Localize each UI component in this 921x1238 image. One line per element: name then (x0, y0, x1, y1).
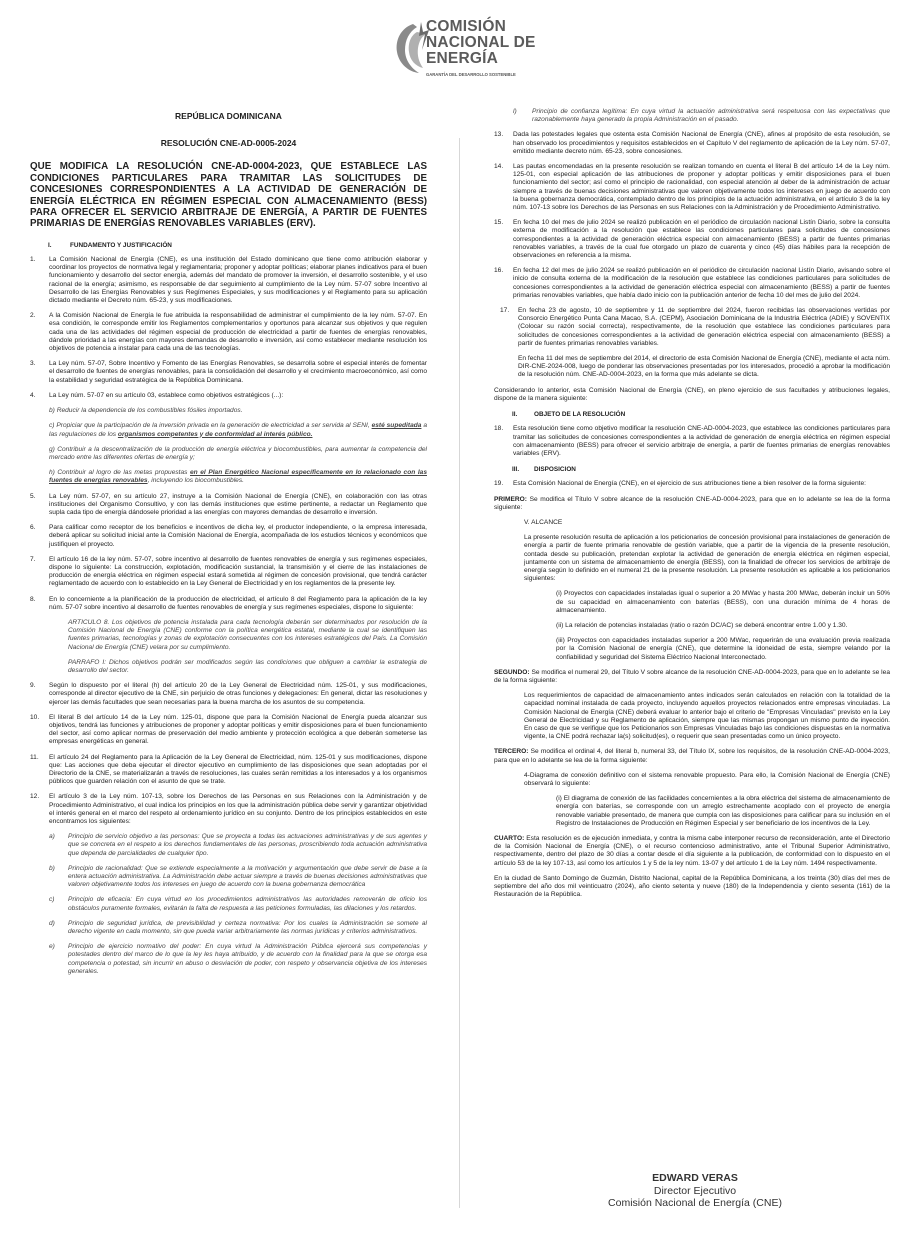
country-heading: REPÚBLICA DOMINICANA (175, 111, 282, 121)
logo-line-2: NACIONAL DE (426, 34, 536, 51)
tercero-text: 4-Diagrama de conexión definitivo con el sistema renovable propuesto. Para ello, la Comisión Nacional de Energía (CNE) observará lo siguiente: (524, 771, 890, 787)
cne-logo (393, 14, 543, 82)
tercero-item-i: (i) El diagrama de conexión de las facilidades concernientes a la obra eléctrica del sistema de almacenamiento de energía con baterías, se corresponde con un arreglo estrechamente acoplado con el proyecto de energía renovable variable presentado, de manera que cumpla con las disposiciones para calificar para su inclusión en el Registro de Instalaciones de Producción en Régimen Especial y ser beneficiario de los incentivos de la Ley. (556, 795, 890, 827)
quote-b: b) Reducir la dependencia de los combustibles fósiles importados. (49, 407, 243, 415)
right-column (494, 108, 890, 906)
principle-d: d) Principio de seguridad jurídica, de previsibilidad y certeza normativa: Por los cuales la Administración se somete al derecho vigente en cada momento, sin que pueda variar arbitrariamente las normas jurídicas y criterios administrativos. (49, 919, 427, 936)
paragraph-16: 16. En fecha 12 del mes de julio 2024 se realizó publicación en el periódico de circulación nacional Listín Diario, avisando sobre el inicio de consulta externa de la modificación de la resolución que establece las condiciones particulares para solicitudes de concesiones correspondientes a la actividad de generación eléctrica especial con almacenamiento (BESS) a partir de fuentes primarias renovables variables, que había dado inicio con la publicación anterior de fecha 10 del mes de julio del 2024. (494, 267, 890, 299)
paragraph-6: 6. Para calificar como receptor de los beneficios e incentivos de dicha ley, el productor independiente, o la empresa interesada, deberá aplicar su solicitud inicial ante la Comisión Nacional de Energía, acompañada de los estudios técnicos y económicos que justifiquen el proyecto. (30, 524, 427, 548)
paragraph-8: 8. En lo concerniente a la planificación de la producción de electricidad, el artículo 8 del Reglamento para la aplicación de la ley núm. 57-07 sobre incentivo al desarrollo de fuentes renovables de energía y sus regímenes especiales, dispone lo siguiente: (30, 595, 427, 611)
quote-h: h) Contribuir al logro de las metas propuestas en el Plan Energético Nacional específicamente en lo relacionado con las fuentes de energías renovables, incluyendo los biocombustibles. (49, 469, 427, 485)
signer-organization: Comisión Nacional de Energía (CNE) (608, 1197, 782, 1209)
paragraph-5: 5. La Ley núm. 57-07, en su artículo 27, instruye a la Comisión Nacional de Energía (CNE), en colaboración con las otras instituciones del Organismo Consultivo, y con las demás instituciones que estime pertinente, a redactar un Reglamento que supla cada tipo de energía dándosele prioridad a las energías con mayores demandas de desarrollo e inversión. (30, 492, 427, 516)
alcance-text: La presente resolución resulta de aplicación a los peticionarios de concesión provisional para instalaciones de generación de energía a partir de fuente primaria renovable de gestión variable, que a partir de la vigencia de la presente resolución, contada desde su publicación, pretendan explotar la actividad de generación de energía eléctrica en régimen especial, juntamente con un sistema de almacenamiento de energía (BESS), con la finalidad de ofrecer los servicios de arbitraje de energía según lo definido en el numeral 21 de la presente resolución. La presente resolución es aplicable a los peticionarios siguientes: (524, 534, 890, 583)
principle-c: c) Principio de eficacia: En cuya virtud en los procedimientos administrativos las autoridades removerán de oficio los obstáculos puramente formales, evitarán la falta de respuesta a las peticiones formuladas, las dilaciones y los retardos. (49, 896, 427, 912)
section-heading-3: III. DISPOSICION (512, 466, 576, 474)
paragraph-3: 3. La Ley núm. 57-07, Sobre Incentivo y Fomento de las Energías Renovables, se desarrolla sobre el especial interés de fomentar el desarrollo de fuentes de energías renovables, para la consolidación del desarrollo y el crecimiento macroeconómico, así como la estabilidad y seguridad estratégica de la República Dominicana. (30, 360, 427, 384)
paragraph-17: 17. En fecha 23 de agosto, 10 de septiembre y 11 de septiembre del 2024, fueron recibidas las observaciones vertidas por Consorcio Energético Punta Cana Macao, S.A. (CEPM), Asociación Dominicana de la Industria Eléctrica (ADIE) y SOVENTIX (Colocar su razón social correcta), respectivamente, de la resolución que establece las condiciones particulares para solicitudes de concesiones correspondientes a la actividad de generación eléctrica especial con almacenamiento (BESS) a partir de fuentes primarias renovables variables. (500, 307, 890, 347)
article-cuarto: CUARTO: Esta resolución es de ejecución inmediata, y contra la misma cabe interponer recurso de reconsideración, ante el Directorio de la Comisión Nacional de Energía (CNE), o el recurso contencioso administrativo, ante el Tribunal Superior Administrativo, respectivamente, dentro del plazo de 30 días a contar desde el día siguiente a la publicación, de conformidad con lo dispuesto en el artículo 53 de la ley 107-13, así como los artículos 1 y 5 de la ley núm. 13-07 y del artículo 1 de la Ley núm. 1494 respectivamente. (494, 835, 890, 867)
signer-role: Director Ejecutivo (653, 1184, 737, 1197)
paragraph-11: 11. El artículo 24 del Reglamento para la Aplicación de la Ley General de Electricidad, núm. 125-01 y sus modificaciones, dispone que: Las acciones que deba ejecutar el director ejecutivo en cumplimiento de las disposiciones que sean adoptadas por el Directorio de la CNE, se materializarán a través de resoluciones, las cuales serán remitidas a los interesados y a los organismos públicos que guarden relación con el asunto de que se trate. (30, 753, 427, 786)
requirement-iii: (iii) Proyectos con capacidades instaladas superior a 200 MWac, requerirán de una evaluación previa realizada por la Comisión Nacional de energía (CNE), que determine la idoneidad de esta, siempre velando por la confiabilidad y seguridad del Sistema Eléctrico Nacional Interconectado. (556, 637, 890, 661)
section-heading-2: II. OBJETO DE LA RESOLUCIÓN (512, 411, 626, 419)
signer-name: EDWARD VERAS (652, 1172, 738, 1184)
quote-g: g) Contribuir a la descentralización de la producción de energía eléctrica y biocombustibles, para aumentar la competencia del mercado entre las diferentes ofertas de energía y; (49, 445, 427, 461)
requirement-i: (i) Proyectos con capacidades instaladas igual o superior a 20 MWac y hasta 200 MWac, deberán incluir un 50% de su capacidad en almacenamiento con baterías (BESS), con una duración mínima de 4 horas de almacenamiento. (556, 590, 890, 614)
logo-tagline: GARANTÍA DEL DESARROLLO SOSTENIBLE (426, 72, 516, 77)
paragraph-4: 4. La Ley núm. 57-07 en su artículo 03, establece como objetivos estratégicos (...): (30, 391, 284, 399)
quote-c: c) Propiciar que la participación de la inversión privada en la generación de electricidad a ser servida al SENI, esté supeditada a las regulaciones de los organismos competentes y de conformidad al interés público. (49, 422, 427, 438)
principle-b: b) Principio de racionalidad: Que se extiende especialmente a la motivación y argumentación que debe servir de base a la entera actuación administrativa. La Administración debe actuar siempre a través de buenas decisiones administrativas que valoren objetivamente todos los intereses en juego de acuerdo con la buena gobernanza democrática (49, 864, 427, 889)
paragraph-2: 2. A la Comisión Nacional de Energía le fue atribuida la responsabilidad de administrar el cumplimiento de la ley núm. 57-07. En esa condición, le corresponde emitir los Reglamentos complementarios y oportunos para alcanzar sus objetivos y que regulen cada una de las actividades del régimen especial de producción de electricidad a partir de fuentes de energías renovables, dándole prioridad a las energías con mayores demandas de desarrollo e inversión, así como establecer mediante resolución los objetivos de potencia a instalar para cada una de las tecnologías. (30, 312, 427, 353)
paragraph-14: 14. Las pautas encomendadas en la presente resolución se realizan tomando en cuenta el literal B del artículo 14 de la Ley núm. 125-01, con especial aplicación de las atribuciones de proponer y adoptar políticas y emitir disposiciones para el buen funcionamiento del sector; así como el principio de racionalidad, con especial atención al deber de la administración de actuar siempre a través de buenas decisiones administrativas que valoren objetivamente todos los intereses en juego de acuerdo con la buena gobernanza democrática, contemplado dentro de los principios de la actuación administrativa, en el artículo 3 de la ley núm. 107-13 sobre los Derechos de las Personas en sus Relaciones con la Administración y de Procedimiento Administrativo. (494, 163, 890, 212)
quote-article-8: ARTICULO 8. Los objetivos de potencia instalada para cada tecnología deberán ser determinados por resolución de la Comisión Nacional de Energía (CNE) conforme con la política energética estatal, mediante la cual se identifiquen las fuentes primarias, tecnologías y zonas de explotación consecuentes con los intereses estratégicos del País. La Comisión Nacional de Energía (CNE) velara por su cumplimiento. (68, 618, 427, 651)
alcance-heading: V. ALCANCE (524, 518, 563, 526)
closing-paragraph: En la ciudad de Santo Domingo de Guzmán, Distrito Nacional, capital de la República Dominicana, a los treinta (30) días del mes de septiembre del año dos mil veinticuatro (2024), año ciento setenta y nueve (180) de la Independencia y ciento sesenta (161) de la Restauración de la República. (494, 874, 890, 899)
principle-a: a) Principio de servicio objetivo a las personas: Que se proyecta a todas las actuaciones administrativas y de sus agentes y que se concreta en el respeto a los derechos fundamentales de las personas, proscribiendo toda actuación administrativa que dependa de parcialidades de cualquier tipo. (49, 833, 427, 857)
paragraph-12: 12. El artículo 3 de la Ley núm. 107-13, sobre los Derechos de las Personas en sus Relaciones con la Administración y de Procedimiento Administrativo, el cual indica los principios en los que la administración pública debe servir y garantizar objetividad el interés general en el marco del respeto al ordenamiento jurídico en su conjunto. Dentro de los principios establecidos en este encontramos los siguientes: (30, 793, 427, 826)
section-heading-1: I. FUNDAMENTO Y JUSTIFICACIÓN (48, 241, 172, 249)
article-tercero: TERCERO: Se modifica el ordinal 4, del literal b, numeral 33, del Título IX, sobre los requisitos, de la resolución CNE-AD-0004-2023, para que en lo adelante se lea de la forma siguiente: (494, 748, 890, 764)
logo-line-3: ENERGÍA (426, 50, 499, 67)
requirement-ii: (ii) La relación de potencias instaladas (ratio o razón DC/AC) se deberá encontrar entre 1.00 y 1.30. (556, 621, 848, 629)
principle-l: l) Principio de confianza legítima: En cuya virtud la actuación administrativa será respetuosa con las expectativas que razonablemente haya generado la propia Administración en el pasado. (513, 108, 890, 124)
segundo-text: Los requerimientos de capacidad de almacenamiento antes indicados serán calculados en relación con la totalidad de la capacidad nominal instalada de cada proyecto, incluyendo aquellos proyectos relacionados entre empresas vinculadas. La Comisión Nacional de Energía (CNE) deberá evaluar lo anterior bajo el criterio de "Empresas Vinculadas" previsto en la Ley General de Electricidad y su Reglamento de aplicación, siempre que las mismas propongan un mismo punto de inyección. En caso de que se verifique que los Peticionarios son Empresas Vinculadas bajo las condiciones dispuestas en la normativa vigente, la CNE podrá rechazar la(s) solicitud(es), o requerir que sean presentadas como un único proyecto. (524, 692, 890, 741)
left-column (30, 108, 427, 983)
logo-line-1: COMISIÓN (426, 18, 506, 35)
resolution-title: QUE MODIFICA LA RESOLUCIÓN CNE-AD-0004-2023, QUE ESTABLECE LAS CONDICIONES PARTICULARES PARA TRAMITAR LAS SOLICITUDES DE CONCESIONES CORRESPONDIENTES A LA ACTIVIDAD DE GENERACIÓN DE ENERGÍA ELÉCTRICA EN RÉGIMEN ESPECIAL CON ALMACENAMIENTO (BESS) PARA OFRECER EL SERVICIO ARBITRAJE DE ENERGÍA, A PARTIR DE FUENTES PRIMARIAS DE ENERGÍAS RENOVABLES VARIABLES (ERV). (30, 161, 427, 230)
paragraph-17b: En fecha 11 del mes de septiembre del 2014, el directorio de esta Comisión Nacional de Energía (CNE), mediante el acta núm. DIR-CNE-2024-008, luego de ponderar las observaciones presentadas por los interesados, procedió a aprobar la modificación de la resolución núm. CNE-AD-0004-2023, en la forma que más adelante se dicta. (518, 355, 890, 379)
signature-block (575, 1172, 815, 1210)
paragraph-15: 15. En fecha 10 del mes de julio 2024 se realizó publicación en el periódico de circulación nacional Listín Diario, sobre la consulta externa de modificación a la resolución que establece las condiciones particulares para solicitudes de concesiones correspondientes a la actividad de generación eléctrica especial con almacenamiento (BESS) a partir de fuentes primarias renovables variables, a través de la cual fue otorgado un plazo de cuarenta y cinco (45) días hábiles para la recepción de observaciones en referencia a la misma. (494, 219, 890, 260)
paragraph-1: 1. La Comisión Nacional de Energía (CNE), es una institución del Estado dominicano que tiene como atribución elaborar y coordinar los proyectos de normativa legal y reglamentaria; proponer y adoptar políticas; elaborar planes indicativos para el buen funcionamiento y desarrollo del sector energía, además del mandato de promover la inversión, el desarrollo sostenible, y el uso racional de la energía; asimismo, es responsable de dar seguimiento al cumplimiento de la Ley núm. 57-07 sobre Incentivo al Desarrollo de las Energías Renovables y sus Regímenes Especiales, y sus modificaciones y el Reglamento para su aplicación dictado mediante el Decreto núm. 65-23, y sus modificaciones. (30, 256, 427, 305)
paragraph-13: 13. Dada las potestades legales que ostenta esta Comisión Nacional de Energía (CNE), afines al propósito de esta resolución, se han observado los procedimientos y requisitos establecidos en el Capítulo V del reglamento de aplicación de la Ley núm. 57-07, emitido mediante decreto núm. 65-23, sobre concesiones. (494, 131, 890, 155)
article-primero: PRIMERO: Se modifica el Título V sobre alcance de la resolución CNE-AD-0004-2023, para que en lo adelante se lea de la forma siguiente: (494, 495, 890, 511)
paragraph-18: 18. Esta resolución tiene como objetivo modificar la resolución CNE-AD-0004-2023, que establece las condiciones particulares para tramitar las solicitudes de concesiones correspondientes a la actividad de generación de energía eléctrica en régimen especial con almacenamiento (BESS) para ofrecer el servicio arbitraje de energía, a partir de fuentes primarias de energías renovables variables (ERV). (494, 425, 890, 457)
quote-parrafo-1: PARRAFO I: Dichos objetivos podrán ser modificados según las condiciones que obliguen a cambiar la estrategia de desarrollo del sector. (68, 658, 427, 674)
paragraph-7: 7. El artículo 16 de la ley núm. 57-07, sobre incentivo al desarrollo de fuentes renovables de energía y sus regímenes especiales, dispone lo siguiente: La construcción, explotación, modificación sustancial, la transmisión y el cierre de las instalaciones de producción de energía eléctrica en régimen especial estará sometida al régimen de concesión provisional, que tendrá carácter reglamentado de acuerdo con lo establecido en la Ley General de Electricidad y en los reglamentos de la presente ley. (30, 555, 427, 588)
paragraph-19: 19. Esta Comisión Nacional de Energía (CNE), en el ejercicio de sus atribuciones tiene a bien resolver de la forma siguiente: (494, 480, 866, 488)
paragraph-10: 10. El literal B del artículo 14 de la Ley núm. 125-01, dispone que para la Comisión Nacional de Energía pueda alcanzar sus objetivos, tendrá las funciones y atribuciones de proponer y adoptar políticas y emitir disposiciones para el buen funcionamiento del sector, así como aplicar normas de preservación del medio ambiente y protección ecológica a que deberán someterse las empresas energéticas en general. (30, 713, 427, 746)
column-divider (459, 138, 460, 1208)
paragraph-9: 9. Según lo dispuesto por el literal (h) del artículo 20 de la Ley General de Electricidad núm. 125-01, y sus modificaciones, corresponde al director ejecutivo de la CNE, sin perjuicio de otras funciones y delegaciones: En general, dictar las resoluciones y ejercer las demás facultades que sean necesarias para la buena marcha de los asuntos de su competencia. (30, 682, 427, 706)
considerando: Considerando lo anterior, esta Comisión Nacional de Energía (CNE), en pleno ejercicio de sus facultades y atribuciones legales, dispone de la manera siguiente: (494, 386, 890, 402)
resolution-number: RESOLUCIÓN CNE-AD-0005-2024 (160, 138, 297, 149)
article-segundo: SEGUNDO: Se modifica el numeral 29, del Título V sobre alcance de la resolución CNE-AD-0004-2023, para que en lo adelante se lea de la forma siguiente: (494, 668, 890, 684)
principle-e: e) Principio de ejercicio normativo del poder: En cuya virtud la Administración Pública ejercerá sus competencias y potestades dentro del marco de lo que la ley les haya atribuido, y de acuerdo con la finalidad para la que se otorga esa competencia o potestad, sin incurrir en abuso o desviación de poder, con respeto y observancia objetiva de los intereses generales. (49, 943, 427, 975)
